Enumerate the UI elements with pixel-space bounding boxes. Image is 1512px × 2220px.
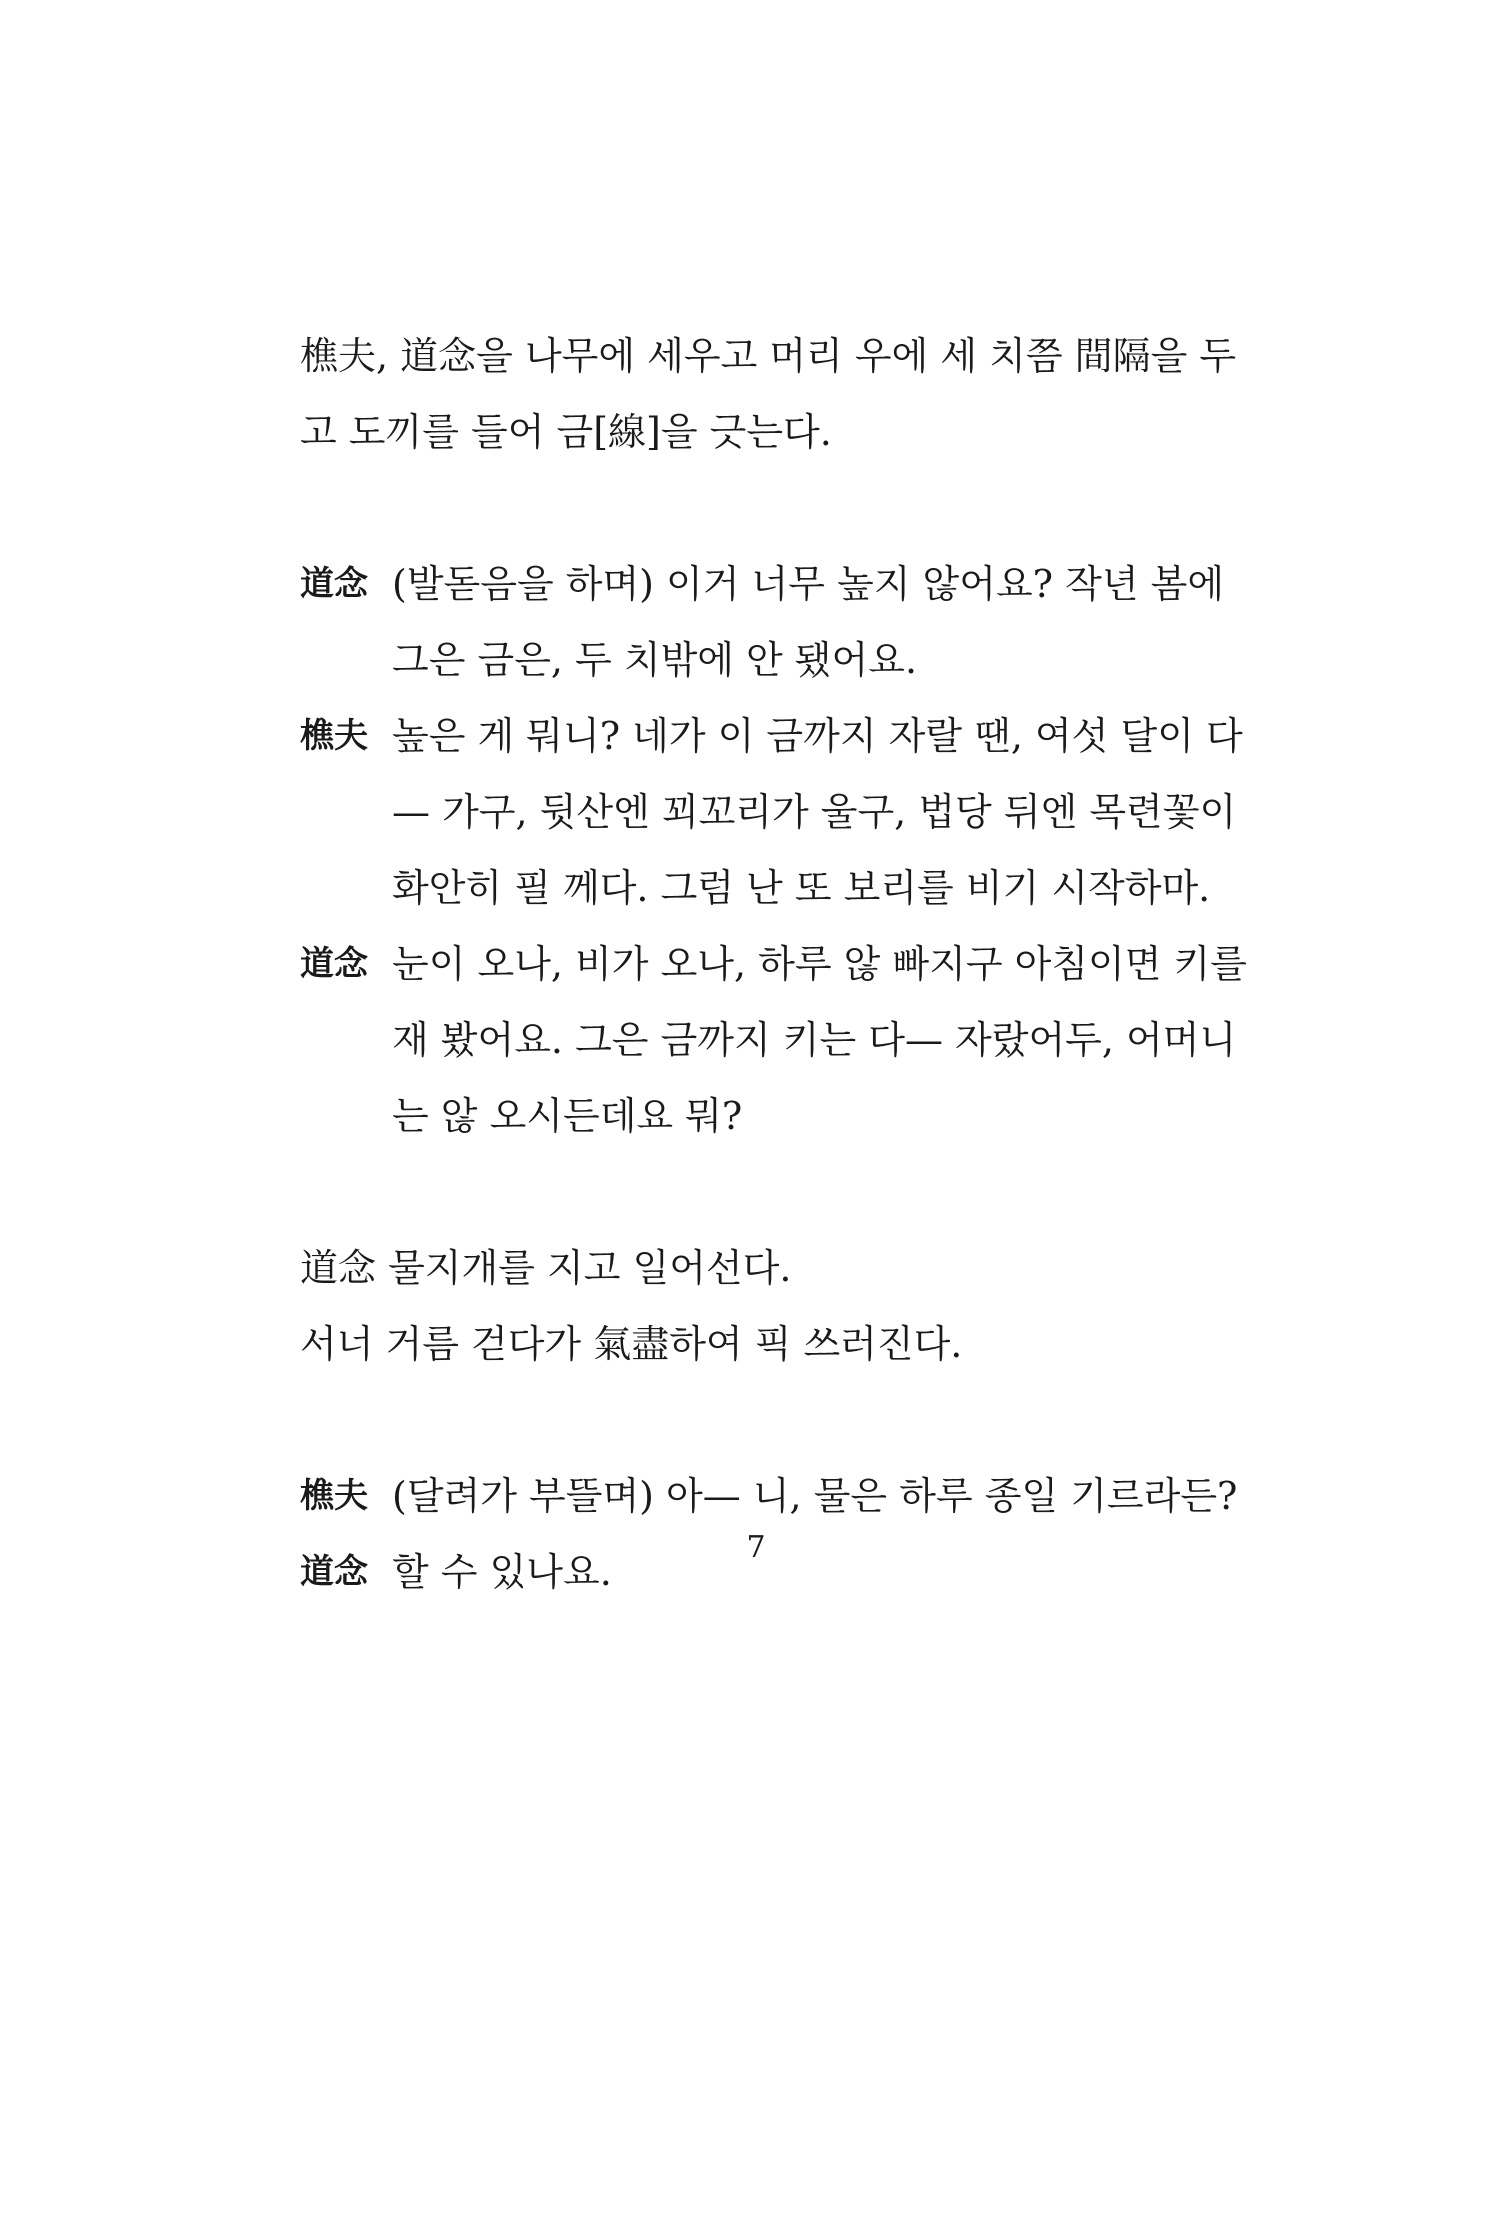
speech-text: (발돋음을 하며) 이거 너무 높지 않어요? 작년 봄에 그은 금은, 두 치밖에 안 됐어요.	[392, 562, 1225, 682]
dialogue-line	[300, 546, 1250, 698]
dialogue-line	[300, 1458, 1250, 1534]
page-number: 7	[746, 1530, 766, 1565]
speaker-name: 道念	[300, 944, 368, 984]
spacer	[300, 470, 1250, 546]
speech-text: 높은 게 뭐니? 네가 이 금까지 자랄 땐, 여섯 달이 다— 가구, 뒷산엔 꾀꼬리가 울구, 법당 뒤엔 목련꽃이 화안히 필 께다. 그럼 난 또 보리를 비기 시작하마.	[392, 714, 1243, 910]
speaker-name: 樵夫	[300, 1476, 368, 1516]
dialogue-block	[300, 546, 1250, 1154]
speaker-name: 樵夫	[300, 716, 368, 756]
dialogue-line	[300, 926, 1250, 1154]
spacer	[300, 1154, 1250, 1230]
dialogue-line	[300, 698, 1250, 926]
speaker-name: 道念	[300, 564, 368, 604]
spacer	[300, 1382, 1250, 1458]
stage-direction: 樵夫, 道念을 나무에 세우고 머리 우에 세 치쯤 間隔을 두고 도끼를 들어 금[線]을 긋는다.	[300, 334, 1237, 454]
speech-text: 눈이 오나, 비가 오나, 하루 않 빠지구 아침이면 키를 재 봤어요. 그은 금까지 키는 다— 자랐어두, 어머니는 않 오시든데요 뭐?	[392, 942, 1247, 1138]
speech-text: (달려가 부뜰며) 아— 니, 물은 하루 종일 기르라든?	[392, 1474, 1238, 1518]
speaker-name: 道念	[300, 1552, 368, 1592]
stage-direction: 道念 물지개를 지고 일어선다.	[300, 1246, 792, 1290]
stage-direction: 서너 거름 걷다가 氣盡하여 픽 쓰러진다.	[300, 1322, 963, 1366]
speech-text: 할 수 있나요.	[392, 1550, 612, 1594]
script-page	[300, 318, 1250, 1610]
